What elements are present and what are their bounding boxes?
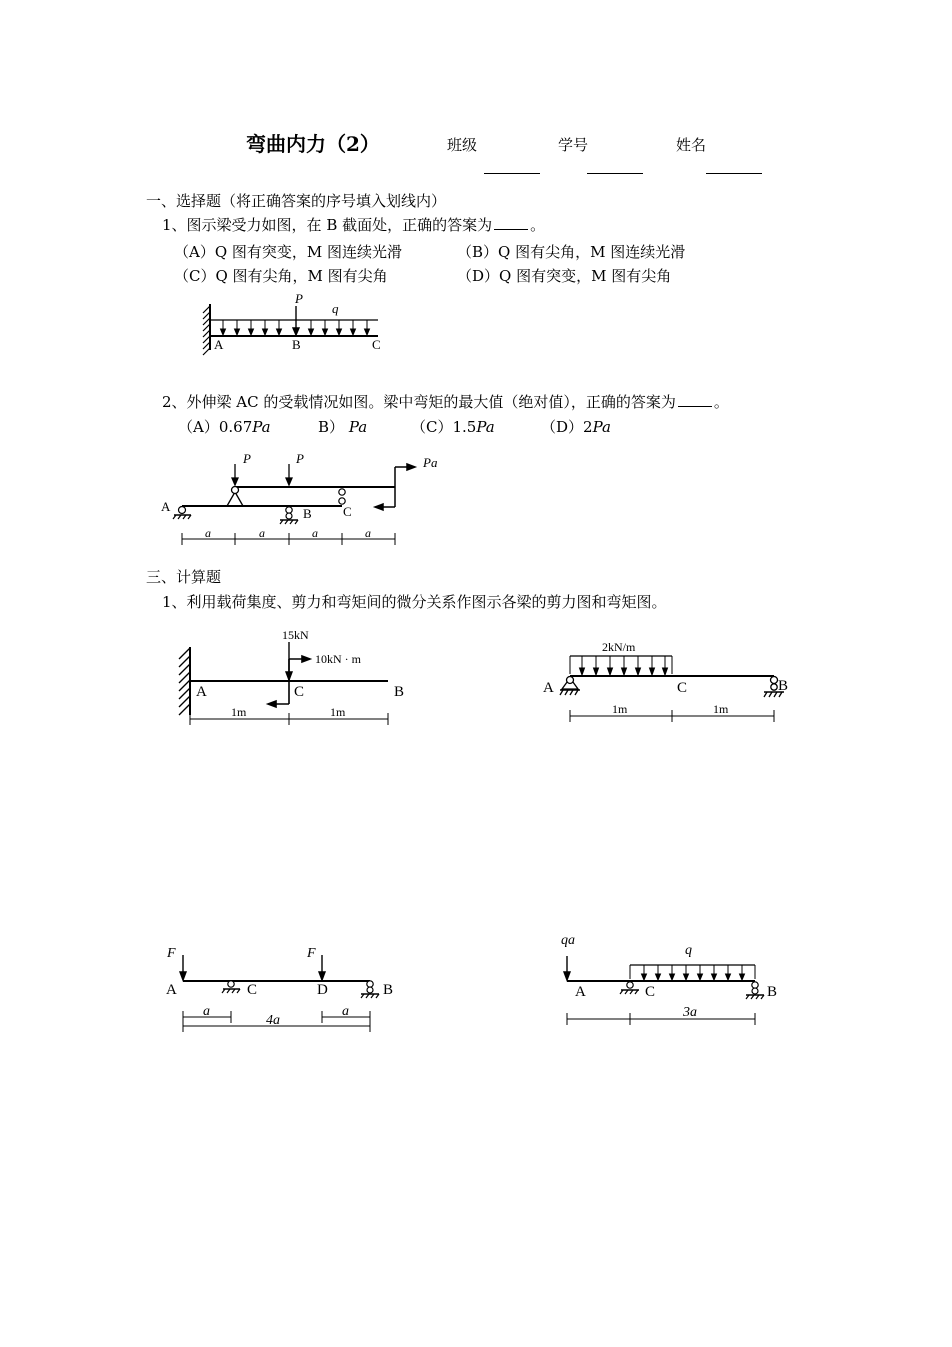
point-b-label: B: [778, 678, 789, 694]
roller-support-b: [361, 981, 379, 998]
force-f1-arrow: [180, 955, 186, 980]
load-label: 2kN/m: [602, 640, 636, 654]
calc-fig2: [540, 636, 810, 732]
point-a-label: A: [575, 984, 586, 1000]
dim-3a: 3a: [683, 1005, 697, 1020]
q1-answer-blank[interactable]: [494, 215, 528, 230]
q2-option-d-text: （D）2: [541, 418, 593, 436]
q2-option-b-text: B）: [318, 418, 345, 436]
q1-option-b: （B）Q 图有尖角，M 图连续光滑: [457, 243, 686, 261]
dimension-line: [567, 1013, 755, 1025]
pin-support-a: [560, 677, 580, 696]
q1-stem-text: 1、图示梁受力如图，在 B 截面处，正确的答案为: [162, 216, 493, 234]
pin-support-a: [173, 507, 191, 520]
hinge-support-upper: [227, 487, 243, 507]
point-c-label: C: [372, 337, 381, 352]
point-c-label: C: [343, 504, 352, 519]
name-blank[interactable]: [706, 173, 762, 174]
q1-stem: [162, 214, 545, 235]
dim-a-right: a: [342, 1004, 349, 1019]
q2-option-b-unit: Pa: [348, 418, 368, 436]
q1-beam-figure: [195, 290, 395, 360]
point-a-label: A: [543, 680, 554, 696]
dim-1m-left: 1m: [612, 702, 628, 716]
moment-label: 10kN · m: [315, 652, 361, 666]
load-arrow-p2: [286, 464, 292, 485]
q2-option-b: [318, 416, 367, 437]
q1-stem-end: 。: [530, 216, 546, 234]
roller-support-b: [280, 507, 298, 524]
q2-stem-end: 。: [713, 393, 729, 411]
calc-fig4: [555, 930, 805, 1025]
name-label: 姓名: [676, 136, 707, 154]
q2-stem-text: 2、外伸梁 AC 的受载情况如图。梁中弯矩的最大值（绝对值），正确的答案为: [162, 393, 676, 411]
pin-support-c: [222, 981, 240, 993]
student-id-label: 学号: [558, 136, 589, 154]
point-d-label: D: [317, 982, 328, 998]
dist-load-arrows: [580, 656, 668, 675]
point-c-label: C: [677, 680, 688, 696]
dist-load-arrows: [642, 965, 745, 980]
point-load-label: P: [295, 291, 303, 306]
q2-option-a-text: （A）0.67: [178, 418, 253, 436]
point-a-label: A: [161, 499, 171, 514]
fixed-support-hatch: [179, 647, 190, 715]
roller-support-b: [746, 982, 764, 999]
q2-answer-blank[interactable]: [678, 392, 712, 407]
q2-option-a-unit: Pa: [252, 418, 271, 436]
class-blank[interactable]: [484, 173, 540, 174]
force-qa-arrow: [564, 956, 570, 980]
q1-option-c: （C）Q 图有尖角，M 图有尖角: [174, 267, 388, 285]
point-c-label: C: [247, 982, 258, 998]
class-label: 班级: [447, 136, 478, 154]
dimension-line: [190, 713, 388, 725]
calc-fig1: [165, 622, 425, 732]
point-a-label: A: [166, 982, 177, 998]
roller-link-c: [339, 489, 345, 504]
point-b-label: B: [292, 337, 301, 352]
q2-option-c-text: （C）1.5: [411, 418, 477, 436]
force-label: 15kN: [282, 628, 309, 642]
load-arrow-p1: [232, 464, 238, 485]
section1-heading: 一、选择题（将正确答案的序号填入划线内）: [146, 192, 447, 210]
q1-option-a: （A）Q 图有突变，M 图连续光滑: [174, 243, 403, 261]
point-a-label: A: [196, 684, 207, 700]
student-id-blank[interactable]: [587, 173, 643, 174]
dim-a-2: a: [259, 526, 265, 540]
section3-q1-stem: 1、利用载荷集度、剪力和弯矩间的微分关系作图示各梁的剪力图和弯矩图。: [162, 593, 667, 611]
dimension-line: [182, 533, 395, 545]
point-b-label: B: [303, 506, 312, 521]
dim-1m-right: 1m: [713, 702, 729, 716]
dim-a-3: a: [312, 526, 318, 540]
dim-a-left: a: [203, 1004, 210, 1019]
dim-1m-right: 1m: [330, 705, 346, 719]
moment-label: Pa: [423, 455, 438, 470]
dim-a-4: a: [365, 526, 371, 540]
q2-stem: [162, 391, 729, 412]
point-b-label: B: [383, 982, 394, 998]
dist-load-label: q: [332, 301, 339, 316]
point-c-label: C: [294, 684, 305, 700]
dim-4a: 4a: [266, 1013, 280, 1028]
pin-support-c: [620, 982, 639, 994]
q2-option-c: [411, 416, 495, 437]
section3-heading: 三、计算题: [146, 568, 222, 586]
point-b-label: B: [394, 684, 405, 700]
calc-fig3: [158, 940, 408, 1032]
dimension-line: [570, 710, 774, 722]
q2-option-d-unit: Pa: [592, 418, 611, 436]
f1-label: F: [167, 946, 176, 961]
p2-label: P: [296, 451, 304, 466]
point-b-label: B: [767, 984, 778, 1000]
dim-1m-left: 1m: [231, 705, 247, 719]
q2-option-a: [178, 416, 271, 437]
q2-option-d: [541, 416, 611, 437]
p1-label: P: [243, 451, 251, 466]
point-c-label: C: [645, 984, 656, 1000]
point-a-label: A: [214, 337, 224, 352]
q2-option-c-unit: Pa: [476, 418, 495, 436]
q1-option-d: （D）Q 图有突变，M 图有尖角: [457, 267, 672, 285]
dim-a-1: a: [205, 526, 211, 540]
fixed-support-hatch: [203, 304, 210, 355]
qa-label: qa: [561, 933, 575, 948]
f2-label: F: [307, 946, 316, 961]
force-f2-arrow: [319, 955, 325, 980]
q2-beam-figure: [155, 450, 455, 550]
q-label: q: [685, 943, 692, 958]
page-title: 弯曲内力（2）: [246, 132, 380, 156]
